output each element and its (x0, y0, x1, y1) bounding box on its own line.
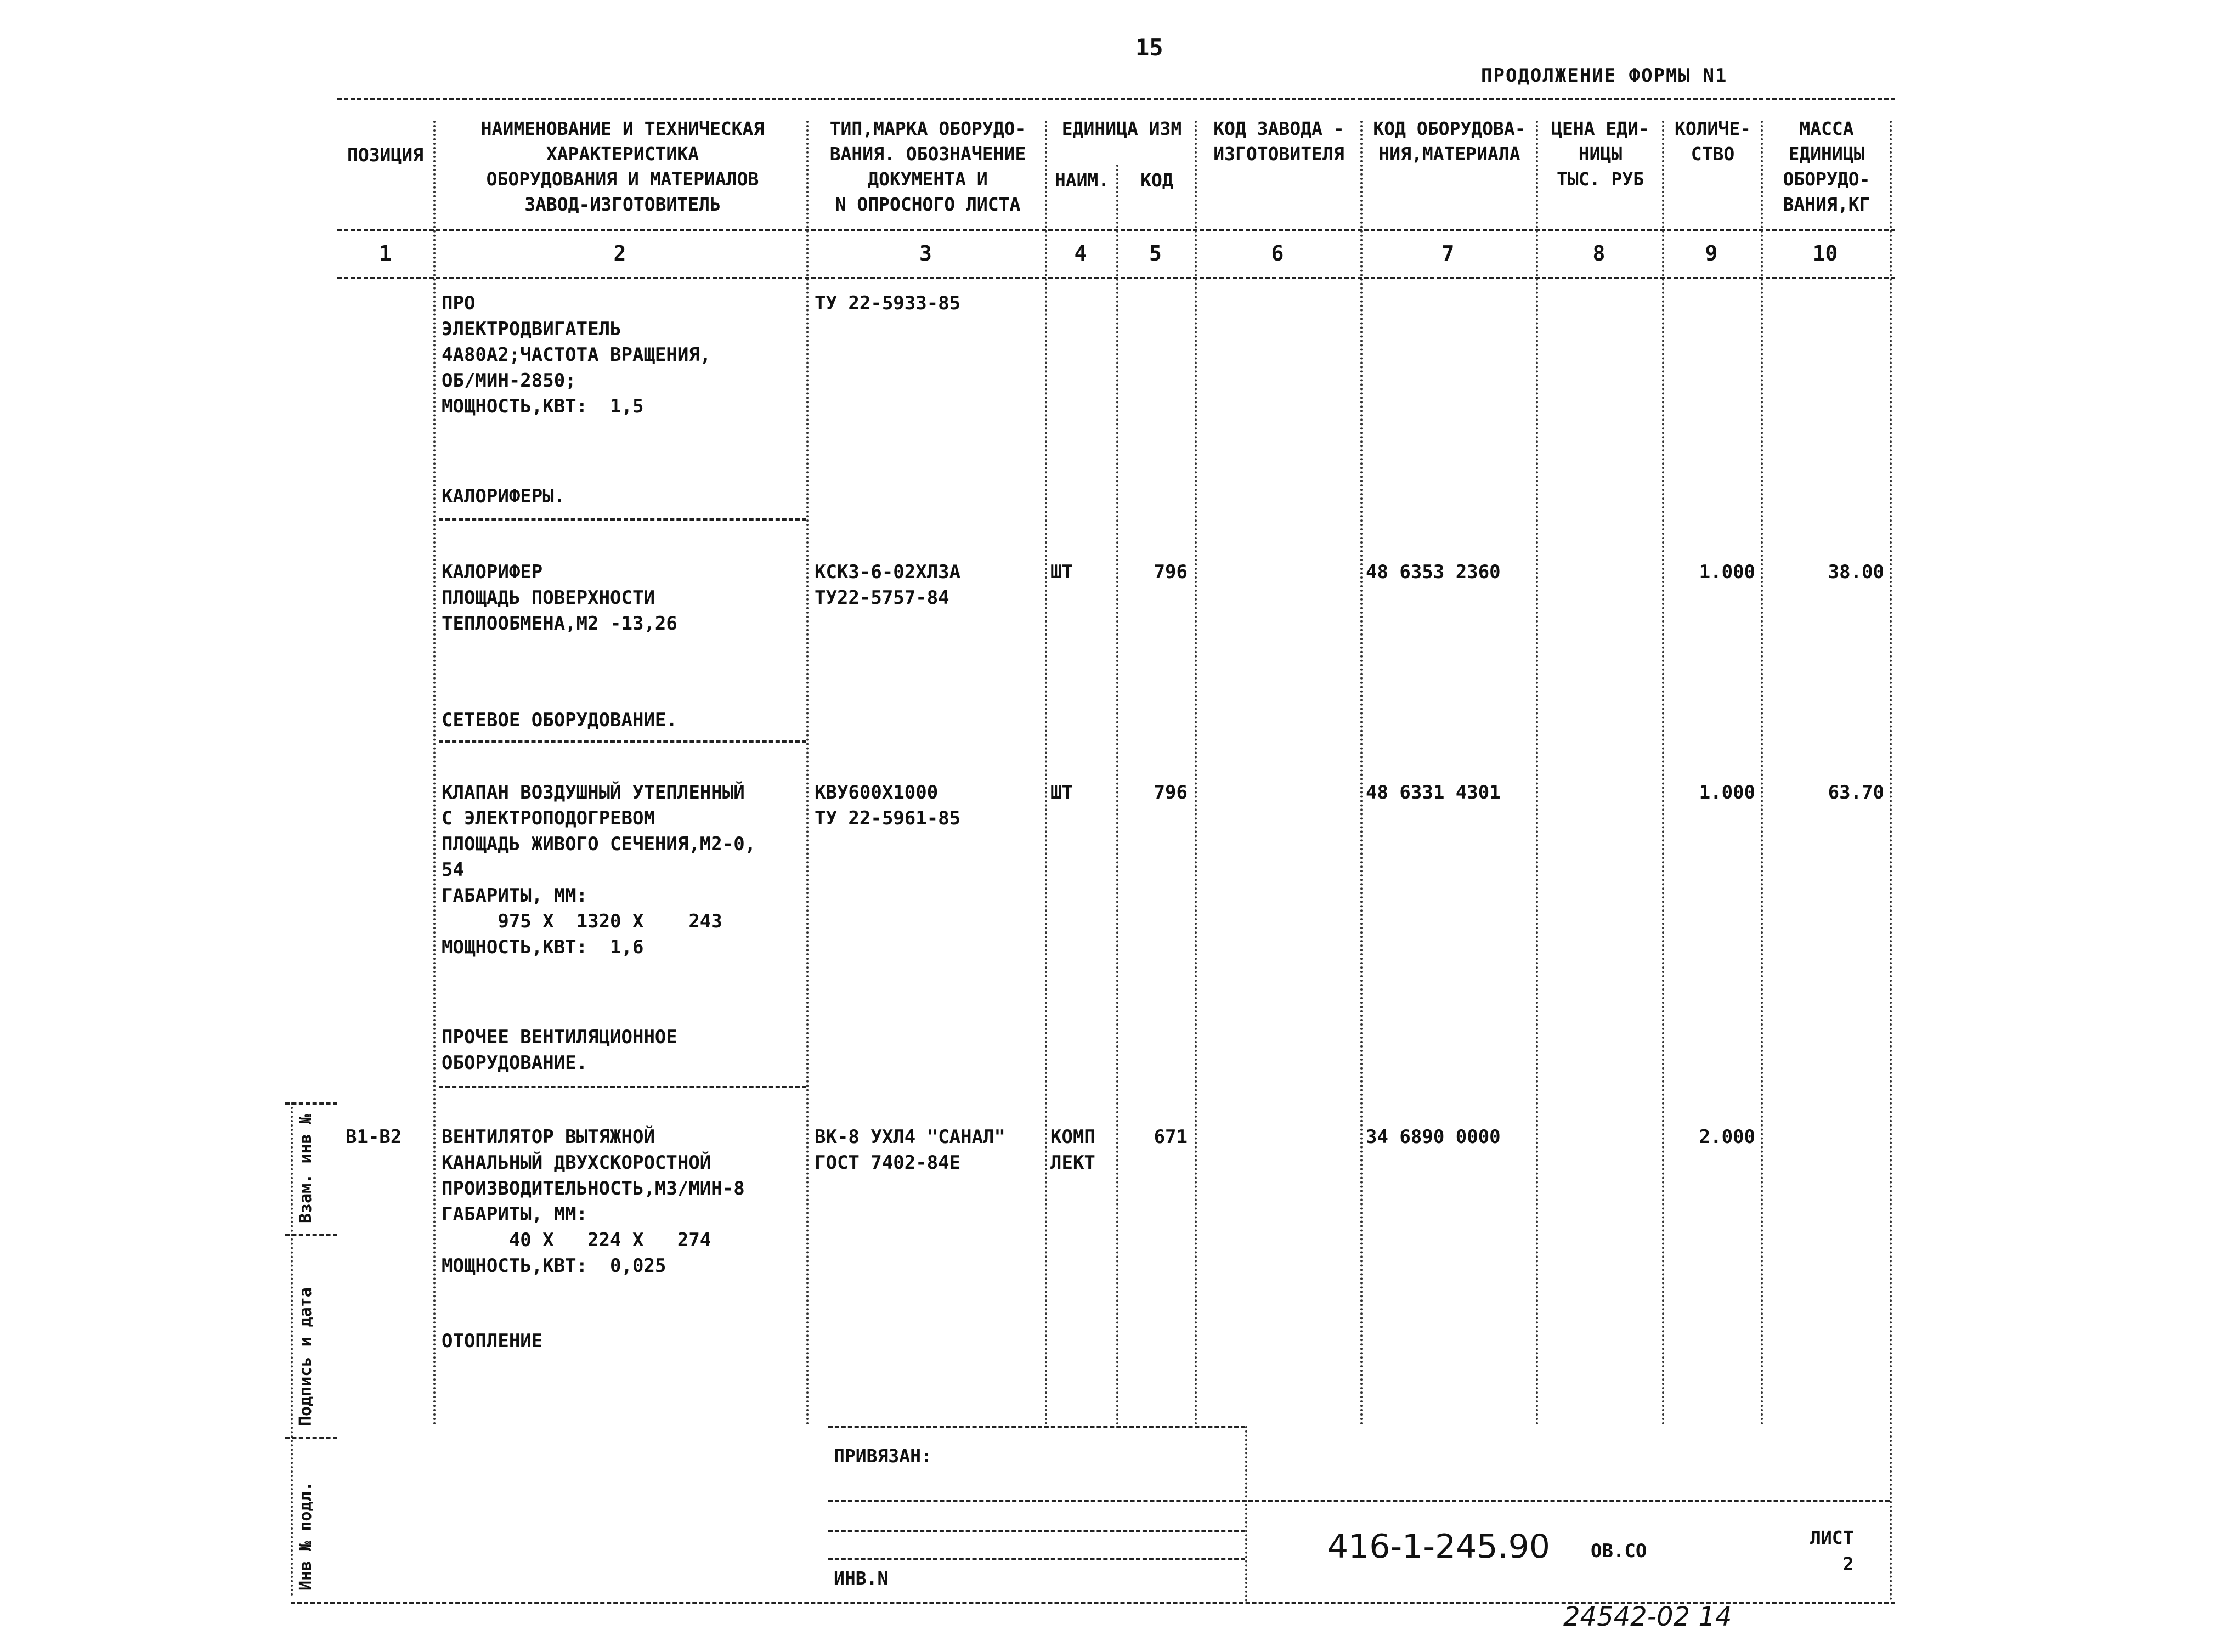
header-unit-name: НАИМ. (1054, 169, 1110, 191)
section-heaters-rule (439, 518, 806, 521)
header-equipment-code: КОД ОБОРУДОВА- НИЯ,МАТЕРИАЛА (1373, 118, 1526, 165)
row-valve-equipment-code: 48 6331 4301 (1366, 782, 1501, 804)
header-unit-price: ЦЕНА ЕДИ- НИЦЫ ТЫС. РУБ (1551, 118, 1649, 190)
column-number-3: 3 (919, 241, 932, 265)
row-heater-equipment-code: 48 6353 2360 (1366, 561, 1501, 583)
column-number-2: 2 (613, 241, 626, 265)
side-label-middle: Подпись и дата (296, 1287, 315, 1426)
sheet-label (1810, 1525, 1853, 1577)
col-sep-6 (1360, 121, 1363, 1426)
side-stamp-rule-3 (285, 1437, 337, 1439)
col-sep-8 (1662, 121, 1664, 1426)
header-name: НАИМЕНОВАНИЕ И ТЕХНИЧЕСКАЯ ХАРАКТЕРИСТИКА ОБОРУДОВАНИЯ И МАТЕРИАЛОВ ЗАВОД-ИЗГОТОВИТЕЛЬ (480, 118, 765, 215)
row-valve-unit-code: 796 (1154, 782, 1188, 804)
row-fan-equipment-code: 34 6890 0000 (1366, 1126, 1501, 1148)
section-heaters: КАЛОРИФЕРЫ. (442, 485, 566, 507)
column-number-1: 1 (379, 241, 392, 265)
row-heater-unit: ШТ (1050, 561, 1073, 583)
row-valve-unit: ШТ (1050, 782, 1073, 804)
side-label-top: Взам. инв № (296, 1114, 315, 1223)
stamp-sep (1245, 1426, 1247, 1602)
col-sep-4 (1116, 165, 1118, 1426)
side-stamp-rule-2 (285, 1234, 337, 1236)
row-heater-mass: 38.00 (1828, 561, 1884, 583)
header-factory-code: КОД ЗАВОДА - ИЗГОТОВИТЕЛЯ (1213, 118, 1344, 165)
row-fan-type: ВК-8 УХЛ4 "САНАЛ" ГОСТ 7402-84Е (815, 1126, 1005, 1174)
col-sep-2 (806, 121, 809, 1426)
sheet-number: 2 (1842, 1553, 1854, 1575)
header-type: ТИП,МАРКА ОБОРУДО- ВАНИЯ. ОБОЗНАЧЕНИЕ ДОКУМЕНТА И N ОПРОСНОГО ЛИСТА (829, 118, 1026, 215)
row-motor-name: ПРО ЭЛЕКТРОДВИГАТЕЛЬ 4А80А2;ЧАСТОТА ВРАЩЕНИЯ, ОБ/МИН-2850; МОЩНОСТЬ,КВТ: 1,5 (442, 292, 711, 417)
col-sep-3 (1045, 121, 1047, 1426)
side-stamp-rule-1 (285, 1102, 337, 1105)
header-position: ПОЗИЦИЯ (347, 144, 424, 166)
document-code: 416-1-245.90 (1327, 1527, 1550, 1566)
archive-number: 24542-02 14 (1563, 1602, 1732, 1632)
row-valve-mass: 63.70 (1828, 782, 1884, 804)
page-number: 15 (1135, 34, 1163, 61)
section-heating: ОТОПЛЕНИЕ (442, 1330, 543, 1352)
column-number-8: 8 (1592, 241, 1606, 265)
row-fan-position: В1-В2 (346, 1126, 402, 1148)
col-sep-9 (1761, 121, 1763, 1426)
header-mass: МАССА ЕДИНИЦЫ ОБОРУДО- ВАНИЯ,КГ (1783, 118, 1870, 215)
row-heater-type: КСК3-6-02ХЛ3А ТУ22-5757-84 (815, 561, 961, 609)
col-sep-7 (1536, 121, 1538, 1426)
section-network: СЕТЕВОЕ ОБОРУДОВАНИЕ. (442, 709, 677, 731)
stamp-rule-4 (828, 1558, 1245, 1560)
side-label-bottom: Инв № подл. (296, 1481, 315, 1591)
row-motor-type: ТУ 22-5933-85 (815, 292, 961, 314)
stamp-rule-2 (828, 1500, 1890, 1502)
column-number-4: 4 (1074, 241, 1087, 265)
header-unit: ЕДИНИЦА ИЗМ (1061, 118, 1182, 139)
stamp-rule-3 (828, 1530, 1245, 1532)
row-valve-quantity: 1.000 (1699, 782, 1755, 804)
col-sep-10 (1890, 121, 1892, 1602)
header-quantity: КОЛИЧЕ- СТВО (1674, 118, 1751, 165)
document-suffix: ОВ.СО (1591, 1540, 1647, 1562)
row-fan-unit: КОМП ЛЕКТ (1050, 1126, 1095, 1174)
column-number-6: 6 (1271, 241, 1284, 265)
column-number-10: 10 (1812, 241, 1838, 265)
continuation-title: ПРОДОЛЖЕНИЕ ФОРМЫ N1 (1481, 65, 1728, 87)
section-network-rule (439, 740, 806, 743)
stamp-inv-label: ИНВ.N (834, 1568, 889, 1589)
header-unit-code: КОД (1140, 169, 1173, 191)
row-heater-quantity: 1.000 (1699, 561, 1755, 583)
side-stamp-border (291, 1102, 293, 1596)
column-number-9: 9 (1705, 241, 1718, 265)
row-heater-name: КАЛОРИФЕР ПЛОЩАДЬ ПОВЕРХНОСТИ ТЕПЛООБМЕНА,М2 -13,26 (442, 561, 677, 635)
stamp-bound-label: ПРИВЯЗАН: (834, 1445, 932, 1467)
table-top-rule (337, 98, 1895, 100)
sheet-label-text: ЛИСТ (1810, 1527, 1854, 1548)
row-heater-unit-code: 796 (1154, 561, 1188, 583)
row-fan-name: ВЕНТИЛЯТОР ВЫТЯЖНОЙ КАНАЛЬНЫЙ ДВУХСКОРОСТНОЙ ПРОИЗВОДИТЕЛЬНОСТЬ,М3/МИН-8 ГАБАРИТЫ, ММ: 40 Х 224 Х 274 МОЩНОСТЬ,КВТ: 0,025 (442, 1126, 745, 1277)
column-number-7: 7 (1441, 241, 1455, 265)
row-valve-name: КЛАПАН ВОЗДУШНЫЙ УТЕПЛЕННЫЙ С ЭЛЕКТРОПОДОГРЕВОМ ПЛОЩАДЬ ЖИВОГО СЕЧЕНИЯ,М2-0, 54 ГАБАРИТЫ, ММ: 975 Х 1320 Х 243 МОЩНОСТЬ,КВТ: 1,6 (442, 782, 756, 958)
column-number-5: 5 (1149, 241, 1162, 265)
section-ventilation-rule (439, 1086, 806, 1088)
row-fan-quantity: 2.000 (1699, 1126, 1755, 1148)
row-valve-type: КВУ600Х1000 ТУ 22-5961-85 (815, 782, 961, 829)
col-sep-5 (1195, 121, 1197, 1426)
section-ventilation: ПРОЧЕЕ ВЕНТИЛЯЦИОННОЕ ОБОРУДОВАНИЕ. (442, 1026, 677, 1074)
col-sep-1 (433, 121, 436, 1426)
stamp-top-rule (828, 1426, 1245, 1428)
row-fan-unit-code: 671 (1154, 1126, 1188, 1148)
